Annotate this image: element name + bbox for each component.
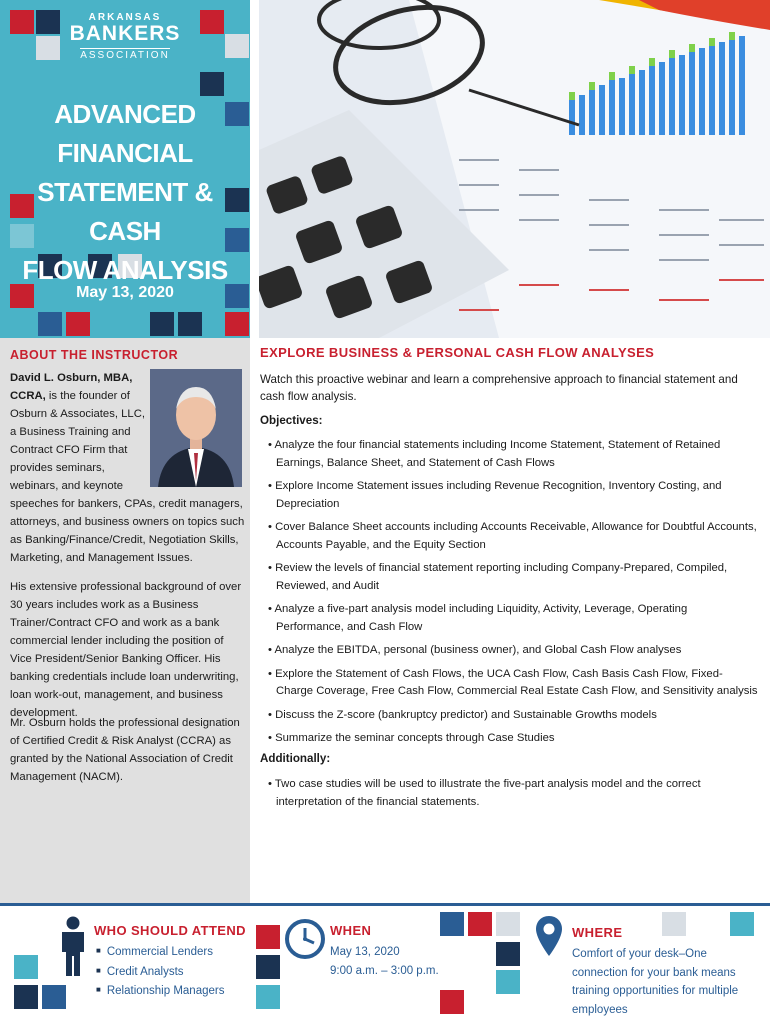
explore-heading: EXPLORE BUSINESS & PERSONAL CASH FLOW ANALYSES [260,345,655,360]
decor-square [178,312,202,336]
decor-square [14,955,38,979]
decor-square [468,912,492,936]
additionally-list [268,776,758,811]
decor-square [496,970,520,994]
objective-item: • Summarize the seminar concepts through Case Studies [268,732,555,744]
where-heading: WHERE [572,925,623,940]
decor-square [662,912,686,936]
hero-photo [259,0,770,338]
when-details [330,943,439,980]
decor-square [200,72,224,96]
event-date-text: May 13, 2020 [330,946,400,958]
instructor-background: His extensive professional background of over 30 years includes work as a Business Trainer/Contract CFO and work as a bank commercial lender including the position of Vice President/Senior Banking Officer. His banking credentials include loan underwriting, loan work-out, management, and business development. [10,581,242,719]
objective-item: • Cover Balance Sheet accounts including Accounts Receivable, Allowance for Doubtful Accounts, Accounts Payable, and the Equity Section [268,521,757,551]
decor-square [256,925,280,949]
financial-papers-illustration [259,0,770,338]
audience-item: ■ Credit Analysts [96,963,224,983]
decor-square [42,985,66,1009]
decor-square [14,985,38,1009]
event-date: May 13, 2020 [76,284,174,301]
objective-item: • Review the levels of financial statement reporting including Company-Prepared, Compiled, Reviewed, and Audit [268,562,728,592]
objective-item: • Analyze the four financial statements including Income Statement, Statement of Retained Earnings, Balance Sheet, and Statement of Cash Flows [268,439,721,469]
when-heading: WHEN [330,923,372,938]
decor-square [225,312,249,336]
objective-item: • Explore the Statement of Cash Flows, the UCA Cash Flow, Cash Basis Cash Flow, Fixed-Charge Coverage, Free Cash Flow, Commercial Real Estate Cash Flow, and Sensitivity analysis [268,667,758,697]
location-pin-icon [536,916,562,956]
objective-item: • Analyze a five-part analysis model including Liquidity, Activity, Leverage, Operating Performance, and Cash Flow [268,603,688,633]
instructor-designation: Mr. Osburn holds the professional designation of Certified Credit & Risk Analyst (CCRA) as granted by the National Association of Credit Management (NACM). [10,717,240,783]
event-title-line: FINANCIAL [57,138,193,168]
decor-square [225,34,249,58]
event-title [0,95,250,290]
footer-divider [0,903,770,906]
additionally-label: Additionally: [260,752,331,765]
decor-square [256,955,280,979]
logo-line-3: ASSOCIATION [80,50,170,61]
event-title-line: FLOW ANALYSIS [22,255,228,285]
decor-square [440,990,464,1014]
logo-line-1: ARKANSAS [88,12,162,23]
instructor-bio-text: is the founder of Osburn & Associates, LLC, a Business Training and Contract CFO Firm that provides seminars, webinars, and keynote speeches for bankers, CPAs, credit managers, attorneys, and business owners on topics such as Banking/Finance/Credit, Negotiation Skills, Marketing, and Management Issues. [10,390,245,564]
logo-line-2: BANKERS [69,22,181,45]
decor-square [256,985,280,1009]
decor-square [496,942,520,966]
objective-item: • Analyze the EBITDA, personal (business owner), and Global Cash Flow analyses [268,644,682,656]
who-should-attend-heading: WHO SHOULD ATTEND [94,923,246,938]
event-time-text: 9:00 a.m. – 3:00 p.m. [330,964,439,977]
event-title-line: ADVANCED [54,99,196,129]
audience-item: ■ Relationship Managers [96,982,224,1002]
intro-text: Watch this proactive webinar and learn a comprehensive approach to financial statement and cash flow analysis. [260,373,738,403]
audience-item: ■ Commercial Lenders [96,943,224,963]
decor-square [38,312,62,336]
instructor-name: David L. Osburn, MBA, CCRA, [10,372,133,402]
decor-square [66,312,90,336]
objectives-list [268,437,758,754]
objective-item: • Discuss the Z-score (bankruptcy predictor) and Sustainable Growths models [268,708,657,721]
decor-square [150,312,174,336]
decor-square [440,912,464,936]
person-icon [58,916,88,978]
event-title-line: STATEMENT & CASH [37,177,213,246]
decor-square [730,912,754,936]
additionally-item: • Two case studies will be used to illustrate the five-part analysis model and the correct interpretation of the financial statements. [268,778,701,808]
where-details: Comfort of your desk–One connection for your bank means training opportunities for multiple employees [572,948,739,1016]
audience-list [96,943,224,1002]
decor-square [496,912,520,936]
objective-item: • Explore Income Statement issues including Revenue Recognition, Inventory Costing, and Depreciation [268,480,722,510]
association-logo [55,12,195,76]
decor-square [200,10,224,34]
decor-square [10,10,34,34]
about-instructor-heading: ABOUT THE INSTRUCTOR [10,348,179,362]
clock-icon [284,918,326,960]
instructor-bio-intro [10,369,246,567]
objectives-label: Objectives: [260,414,323,427]
